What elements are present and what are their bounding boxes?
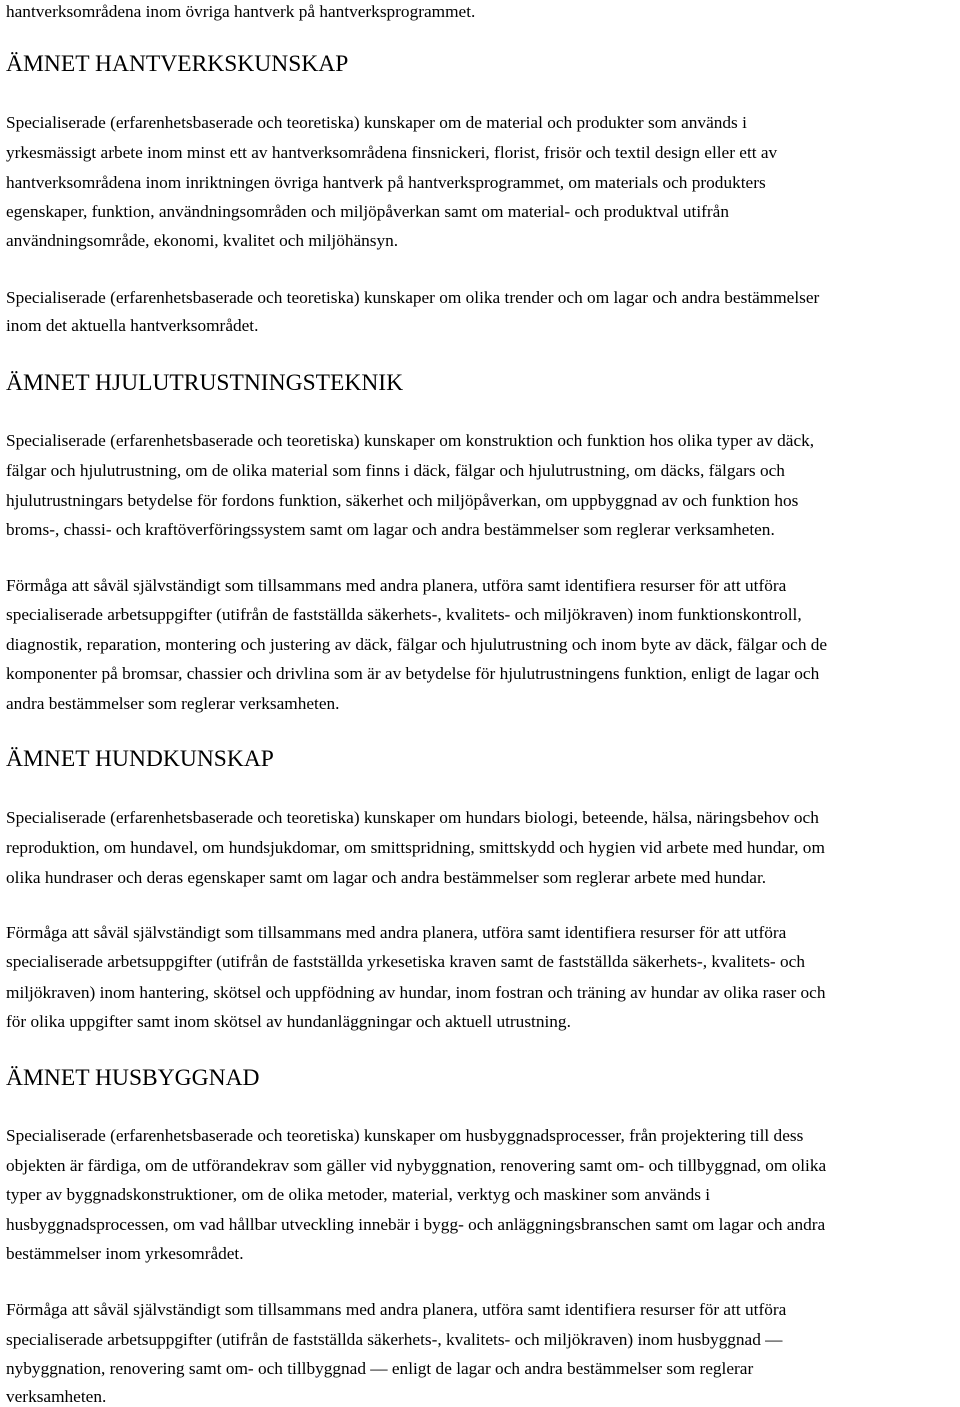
section-heading-hantverkskunskap: ÄMNET HANTVERKSKUNSKAP [6,51,349,77]
paragraph-line: yrkesmässigt arbete inom minst ett av hantverksområdena finsnickeri, florist, frisör och textil design eller ett av [6,143,778,162]
section-heading-hjulutrustningsteknik: ÄMNET HJULUTRUSTNINGSTEKNIK [6,370,404,396]
paragraph-line: fälgar och hjulutrustning, om de olika material som finns i däck, fälgar och hjulutrustning, om däcks, fälgars och [6,461,785,480]
paragraph-line: Specialiserade (erfarenhetsbaserade och teoretiska) kunskaper om de material och produkter som används i [6,113,747,132]
paragraph-line: hjulutrustningars betydelse för fordons funktion, säkerhet och miljöpåverkan, om uppbyggnad av och funktion hos [6,491,799,510]
paragraph-line: Specialiserade (erfarenhetsbaserade och teoretiska) kunskaper om hundars biologi, beteende, hälsa, näringsbehov och [6,808,819,827]
paragraph-line: reproduktion, om hundavel, om hundsjukdomar, om smittspridning, smittskydd och hygien vid arbete med hundar, om [6,838,825,857]
section-heading-hundkunskap: ÄMNET HUNDKUNSKAP [6,746,274,772]
paragraph-line: nybyggnation, renovering samt om- och tillbyggnad — enligt de lagar och andra bestämmelser som reglerar [6,1359,754,1378]
paragraph-line: objekten är färdiga, om de utförandekrav som gäller vid nybyggnation, renovering samt om- och tillbyggnad, om olika [6,1156,827,1175]
paragraph-line: verksamheten. [6,1387,107,1406]
paragraph-line: specialiserade arbetsuppgifter (utifrån de fastställda yrkesetiska kraven samt de fastställda säkerhets-, kvalitets- och [6,952,805,971]
intro-line: hantverksområdena inom övriga hantverk på hantverksprogrammet. [6,2,476,21]
paragraph-line: Specialiserade (erfarenhetsbaserade och teoretiska) kunskaper om konstruktion och funktion hos olika typer av däck, [6,431,815,450]
paragraph-line: Specialiserade (erfarenhetsbaserade och teoretiska) kunskaper om olika trender och om lagar och andra bestämmelser [6,288,820,307]
paragraph-line: husbyggnadsprocessen, om vad hållbar utveckling innebär i bygg- och anläggningsbranschen samt om lagar och andra [6,1215,826,1234]
paragraph-line: miljökraven) inom hantering, skötsel och uppfödning av hundar, inom fostran och träning av hundar av olika raser och [6,983,826,1002]
paragraph-line: specialiserade arbetsuppgifter (utifrån de fastställda säkerhets-, kvalitets- och miljökraven) inom funktionskontroll, [6,605,802,624]
section-heading-husbyggnad: ÄMNET HUSBYGGNAD [6,1065,260,1091]
paragraph-line: olika hundraser och deras egenskaper samt om lagar och andra bestämmelser som reglerar arbete med hundar. [6,868,767,887]
paragraph-line: Förmåga att såväl självständigt som tillsammans med andra planera, utföra samt identifiera resurser för att utföra [6,576,787,595]
paragraph-line: andra bestämmelser som reglerar verksamheten. [6,694,340,713]
paragraph-line: Specialiserade (erfarenhetsbaserade och teoretiska) kunskaper om husbyggnadsprocesser, från projektering till dess [6,1126,804,1145]
paragraph-line: bestämmelser inom yrkesområdet. [6,1244,244,1263]
paragraph-line: typer av byggnadskonstruktioner, om de olika metoder, material, verktyg och maskiner som används i [6,1185,711,1204]
paragraph-line: inom det aktuella hantverksområdet. [6,316,259,335]
paragraph-line: användningsområde, ekonomi, kvalitet och miljöhänsyn. [6,231,399,250]
paragraph-line: Förmåga att såväl självständigt som tillsammans med andra planera, utföra samt identifiera resurser för att utföra [6,1300,787,1319]
paragraph-line: Förmåga att såväl självständigt som tillsammans med andra planera, utföra samt identifiera resurser för att utföra [6,923,787,942]
paragraph-line: specialiserade arbetsuppgifter (utifrån de fastställda säkerhets-, kvalitets- och miljökraven) inom husbyggnad — [6,1330,783,1349]
paragraph-line: för olika uppgifter samt inom skötsel av hundanläggningar och aktuell utrustning. [6,1012,571,1031]
paragraph-line: broms-, chassi- och kraftöverföringssystem samt om lagar och andra bestämmelser som reglerar verksamheten. [6,520,775,539]
paragraph-line: komponenter på bromsar, chassier och drivlina som är av betydelse för hjulutrustningens funktion, enligt de lagar och [6,664,820,683]
paragraph-line: hantverksområdena inom inriktningen övriga hantverk på hantverksprogrammet, om materials och produkters [6,173,766,192]
paragraph-line: diagnostik, reparation, montering och justering av däck, fälgar och hjulutrustning och inom byte av däck, fälgar och de [6,635,828,654]
paragraph-line: egenskaper, funktion, användningsområden och miljöpåverkan samt om material- och produktval utifrån [6,202,729,221]
